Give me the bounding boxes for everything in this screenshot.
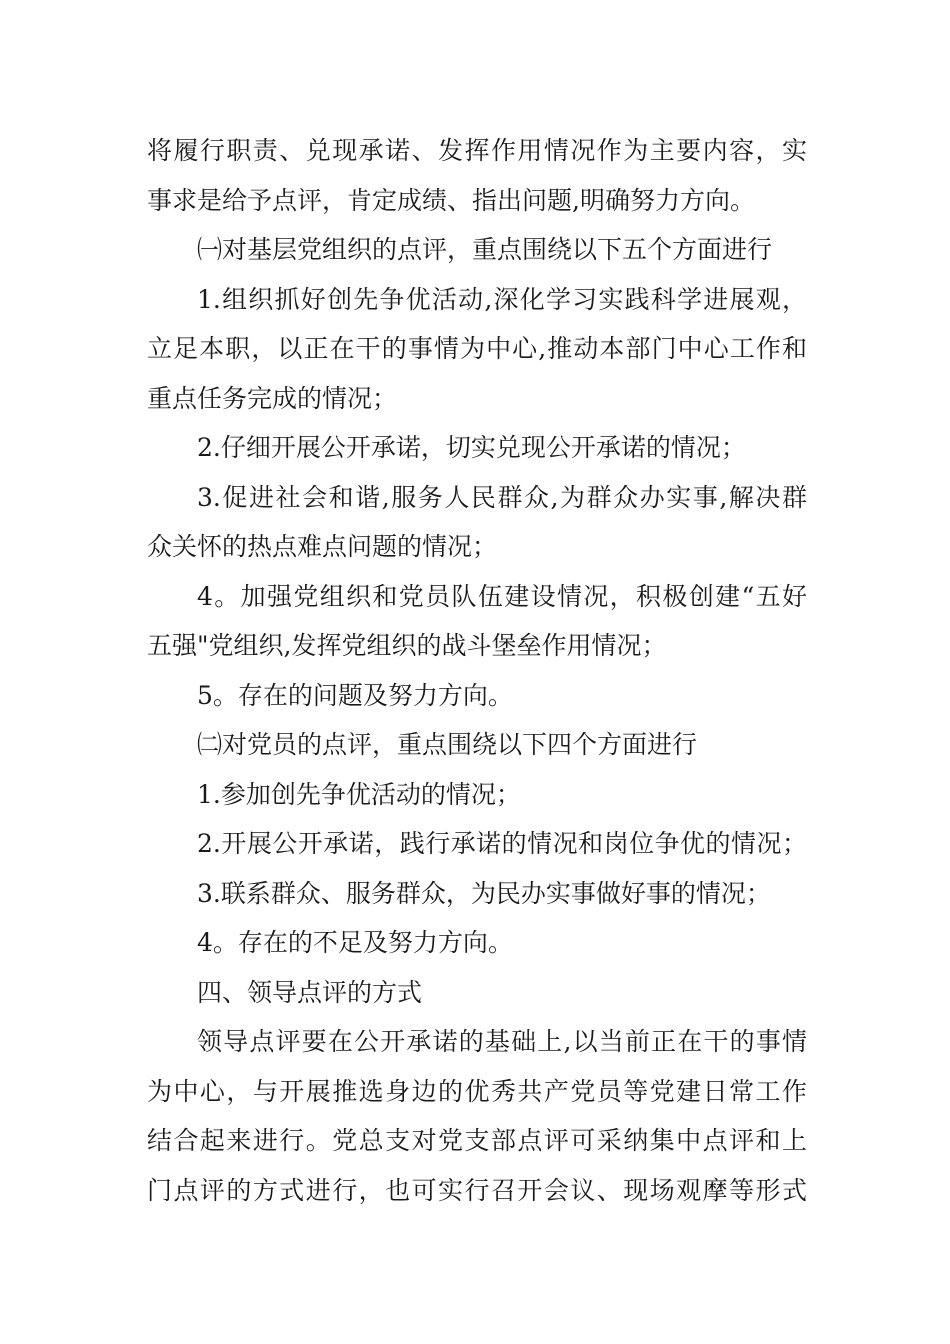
text-line: 1.参加创先争优活动的情况； bbox=[197, 779, 521, 809]
text-line: 4。加强党组织和党员队伍建设情况，积极创建“五好 bbox=[197, 581, 807, 611]
text-line: 重点任务完成的情况； bbox=[147, 383, 398, 413]
text-line: 1.组织抓好创先争优活动,深化学习实践科学进展观， bbox=[197, 284, 807, 314]
text-line: 门点评的方式进行，也可实行召开会议、现场观摩等形式 bbox=[147, 1175, 807, 1205]
text-line: 领导点评要在公开承诺的基础上,以当前正在干的事情 bbox=[197, 1027, 807, 1056]
text-line: 3.促进社会和谐,服务人民群众,为群众办实事,解决群 bbox=[197, 482, 807, 512]
text-line: ㈠对基层党组织的点评，重点围绕以下五个方面进行 bbox=[197, 235, 773, 264]
text-line: 事求是给予点评，肯定成绩、指出问题,明确努力方向。 bbox=[147, 185, 755, 215]
text-line: 为中心，与开展推选身边的优秀共产党员等党建日常工作 bbox=[147, 1076, 807, 1106]
text-line: 2.仔细开展公开承诺，切实兑现公开承诺的情况； bbox=[197, 433, 746, 462]
text-line: 众关怀的热点难点问题的情况； bbox=[147, 532, 498, 561]
text-line: 结合起来进行。党总支对党支部点评可采纳集中点评和上 bbox=[147, 1126, 807, 1155]
text-line: 四、领导点评的方式 bbox=[197, 977, 423, 1007]
text-line: 2.开展公开承诺，践行承诺的情况和岗位争优的情况； bbox=[197, 829, 807, 858]
text-line: 4。存在的不足及努力方向。 bbox=[197, 928, 513, 957]
text-line: 立足本职，以正在干的事情为中心,推动本部门中心工作和 bbox=[147, 334, 807, 363]
text-line: 五强"党组织,发挥党组织的战斗堡垒作用情况； bbox=[147, 631, 667, 660]
text-line: 将履行职责、兑现承诺、发挥作用情况作为主要内容，实 bbox=[147, 136, 807, 165]
text-line: ㈡对党员的点评，重点围绕以下四个方面进行 bbox=[197, 730, 698, 759]
text-line: 5。存在的问题及努力方向。 bbox=[197, 680, 513, 710]
body-text bbox=[147, 126, 807, 1215]
text-line: 3.联系群众、服务群众，为民办实事做好事的情况； bbox=[197, 878, 771, 908]
